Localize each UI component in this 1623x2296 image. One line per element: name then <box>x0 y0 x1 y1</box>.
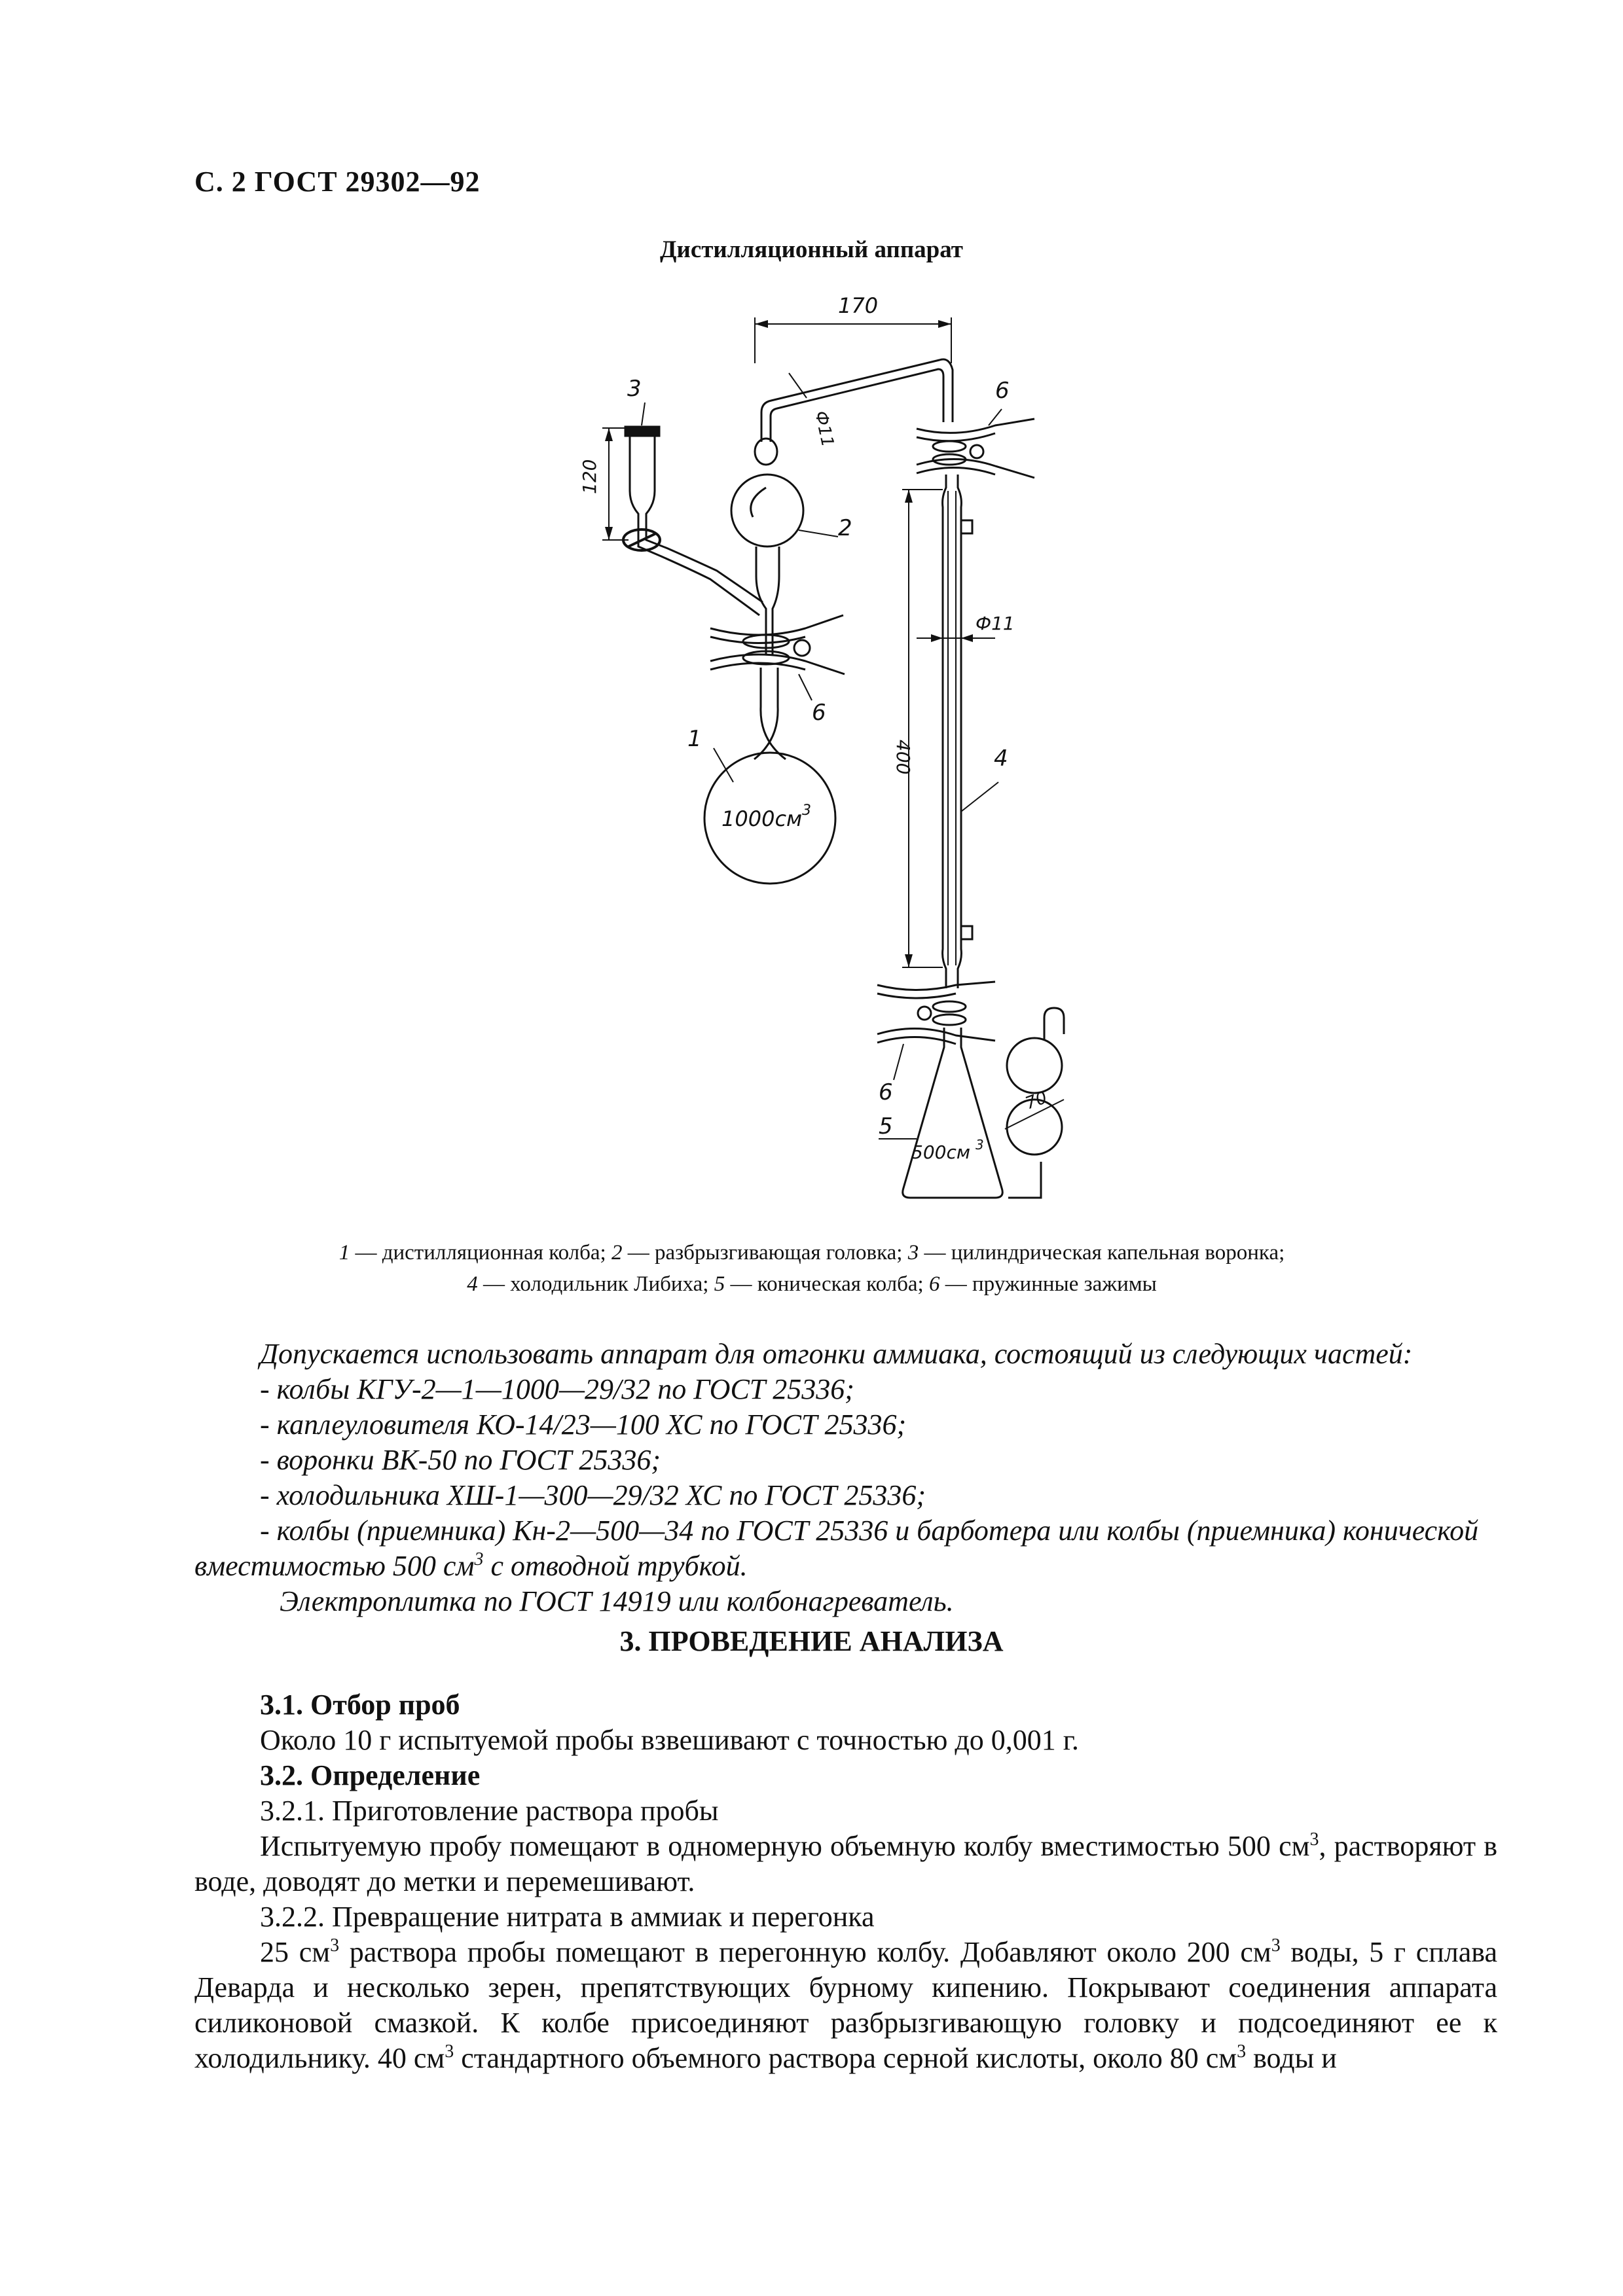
cone-volume: 500см <box>911 1141 970 1163</box>
caption-n1: 1 <box>338 1241 350 1265</box>
caption-n6: 6 <box>928 1272 940 1296</box>
subsection-3-1-text: Около 10 г испытуемой пробы взвешивают с точностью до 0,001 г. <box>260 1724 1079 1756</box>
permit-cont-text: вместимостью 500 см <box>194 1550 475 1582</box>
section-title: 3. ПРОВЕДЕНИЕ АНАЛИЗА <box>619 1625 1004 1657</box>
s321-text-a: Испытуемую пробу помещают в одномерную объемную колбу вместимостью 500 см <box>260 1830 1310 1862</box>
s322-b: раствора пробы помещают в перегонную колбу. Добавляют около 200 см <box>339 1936 1271 1968</box>
permit-item: - холодильника ХШ-1—300—29/32 ХС по ГОСТ 25336; <box>260 1479 926 1511</box>
label-6c: 6 <box>879 1079 893 1105</box>
permit-intro: Допускается использовать аппарат для отгонки аммиака, состоящий из следующих частей: <box>260 1338 1413 1370</box>
label-6a: 6 <box>812 700 826 726</box>
permit-item-continuation <box>194 1549 1497 1584</box>
caption-n2: 2 <box>611 1241 623 1265</box>
cone-volume-exp: 3 <box>976 1137 984 1153</box>
subsection-3-2-2-text <box>194 1935 1497 2076</box>
subsection-3-2-title: 3.2. Определение <box>260 1759 481 1791</box>
figure-title: Дистилляционный аппарат <box>660 236 963 263</box>
s322-c: воды, 5 г сплава Деварда и несколько зерен, препятствующих бурному кипению. Покрывают соединения аппарата силиконовой смазкой. К колбе присоединяют разбрызгивающую головку и подсоединяют ее к холодильнику. 40 см <box>194 1936 1498 2074</box>
permit-cont-end: с отводной трубкой. <box>483 1550 748 1582</box>
flask-volume: 1000см <box>721 806 803 831</box>
caption-n5: 5 <box>714 1272 725 1296</box>
distillation-apparatus-figure <box>576 288 1100 1250</box>
s322-exp1: 3 <box>330 1935 340 1956</box>
caption-n3: 3 <box>907 1241 919 1265</box>
permit-hotplate: Электроплитка по ГОСТ 14919 или колбонагреватель. <box>280 1585 954 1617</box>
s322-d: стандартного объемного раствора серной кислоты, около 80 см <box>454 2042 1237 2074</box>
permit-item: - каплеуловителя КО-14/23—100 ХС по ГОСТ 25336; <box>260 1408 907 1441</box>
alternative-apparatus-block <box>194 1336 1497 1619</box>
dim-70: 70 <box>1023 1088 1050 1114</box>
dim-400: 400 <box>892 740 914 775</box>
dim-d11-top: Ф11 <box>811 409 838 449</box>
permit-cont-exp: 3 <box>474 1549 484 1570</box>
permit-item: - колбы (приемника) Кн-2—500—34 по ГОСТ 25336 и барботера или колбы (приемника) конической <box>260 1515 1479 1547</box>
caption-t1: — дистилляционная колба; <box>350 1241 611 1265</box>
dim-170: 170 <box>838 293 879 318</box>
caption-t5: — коническая колба; <box>725 1272 929 1296</box>
label-6b: 6 <box>995 378 1010 404</box>
s322-exp3: 3 <box>445 2041 454 2062</box>
caption-t3: — цилиндрическая капельная воронка; <box>919 1241 1285 1265</box>
caption-n4: 4 <box>467 1272 478 1296</box>
flask-volume-exp: 3 <box>802 802 811 819</box>
dim-d11-condenser: Ф11 <box>976 613 1015 634</box>
dim-120: 120 <box>579 459 600 494</box>
caption-t2: — разбрызгивающая головка; <box>622 1241 908 1265</box>
label-4: 4 <box>994 745 1008 772</box>
subsection-3-1-title: 3.1. Отбор проб <box>260 1689 460 1721</box>
subsection-3-2-1-text <box>194 1829 1497 1899</box>
page-header: С. 2 ГОСТ 29302—92 <box>194 166 481 198</box>
s322-e: воды и <box>1246 2042 1337 2074</box>
label-5: 5 <box>879 1113 893 1139</box>
permit-item: - воронки ВК-50 по ГОСТ 25336; <box>260 1444 661 1476</box>
subsection-3-2-2-title: 3.2.2. Превращение нитрата в аммиак и перегонка <box>260 1901 875 1933</box>
apparatus-drawing <box>576 288 1100 1250</box>
label-3: 3 <box>627 376 642 402</box>
s321-text-b: , растворяют в воде, доводят до метки и перемешивают. <box>194 1830 1497 1897</box>
label-1: 1 <box>687 726 702 752</box>
caption-t6: — пружинные зажимы <box>939 1272 1157 1296</box>
figure-caption <box>196 1237 1427 1300</box>
section-content <box>194 1687 1497 2076</box>
subsection-3-2-1-title: 3.2.1. Приготовление раствора пробы <box>260 1795 719 1827</box>
label-2: 2 <box>838 515 852 541</box>
s322-exp4: 3 <box>1237 2041 1247 2062</box>
s321-exp: 3 <box>1309 1829 1319 1850</box>
permit-item: - колбы КГУ-2—1—1000—29/32 по ГОСТ 25336; <box>260 1373 854 1405</box>
s322-a: 25 см <box>260 1936 331 1968</box>
s322-exp2: 3 <box>1271 1935 1281 1956</box>
caption-t4: — холодильник Либиха; <box>477 1272 714 1296</box>
